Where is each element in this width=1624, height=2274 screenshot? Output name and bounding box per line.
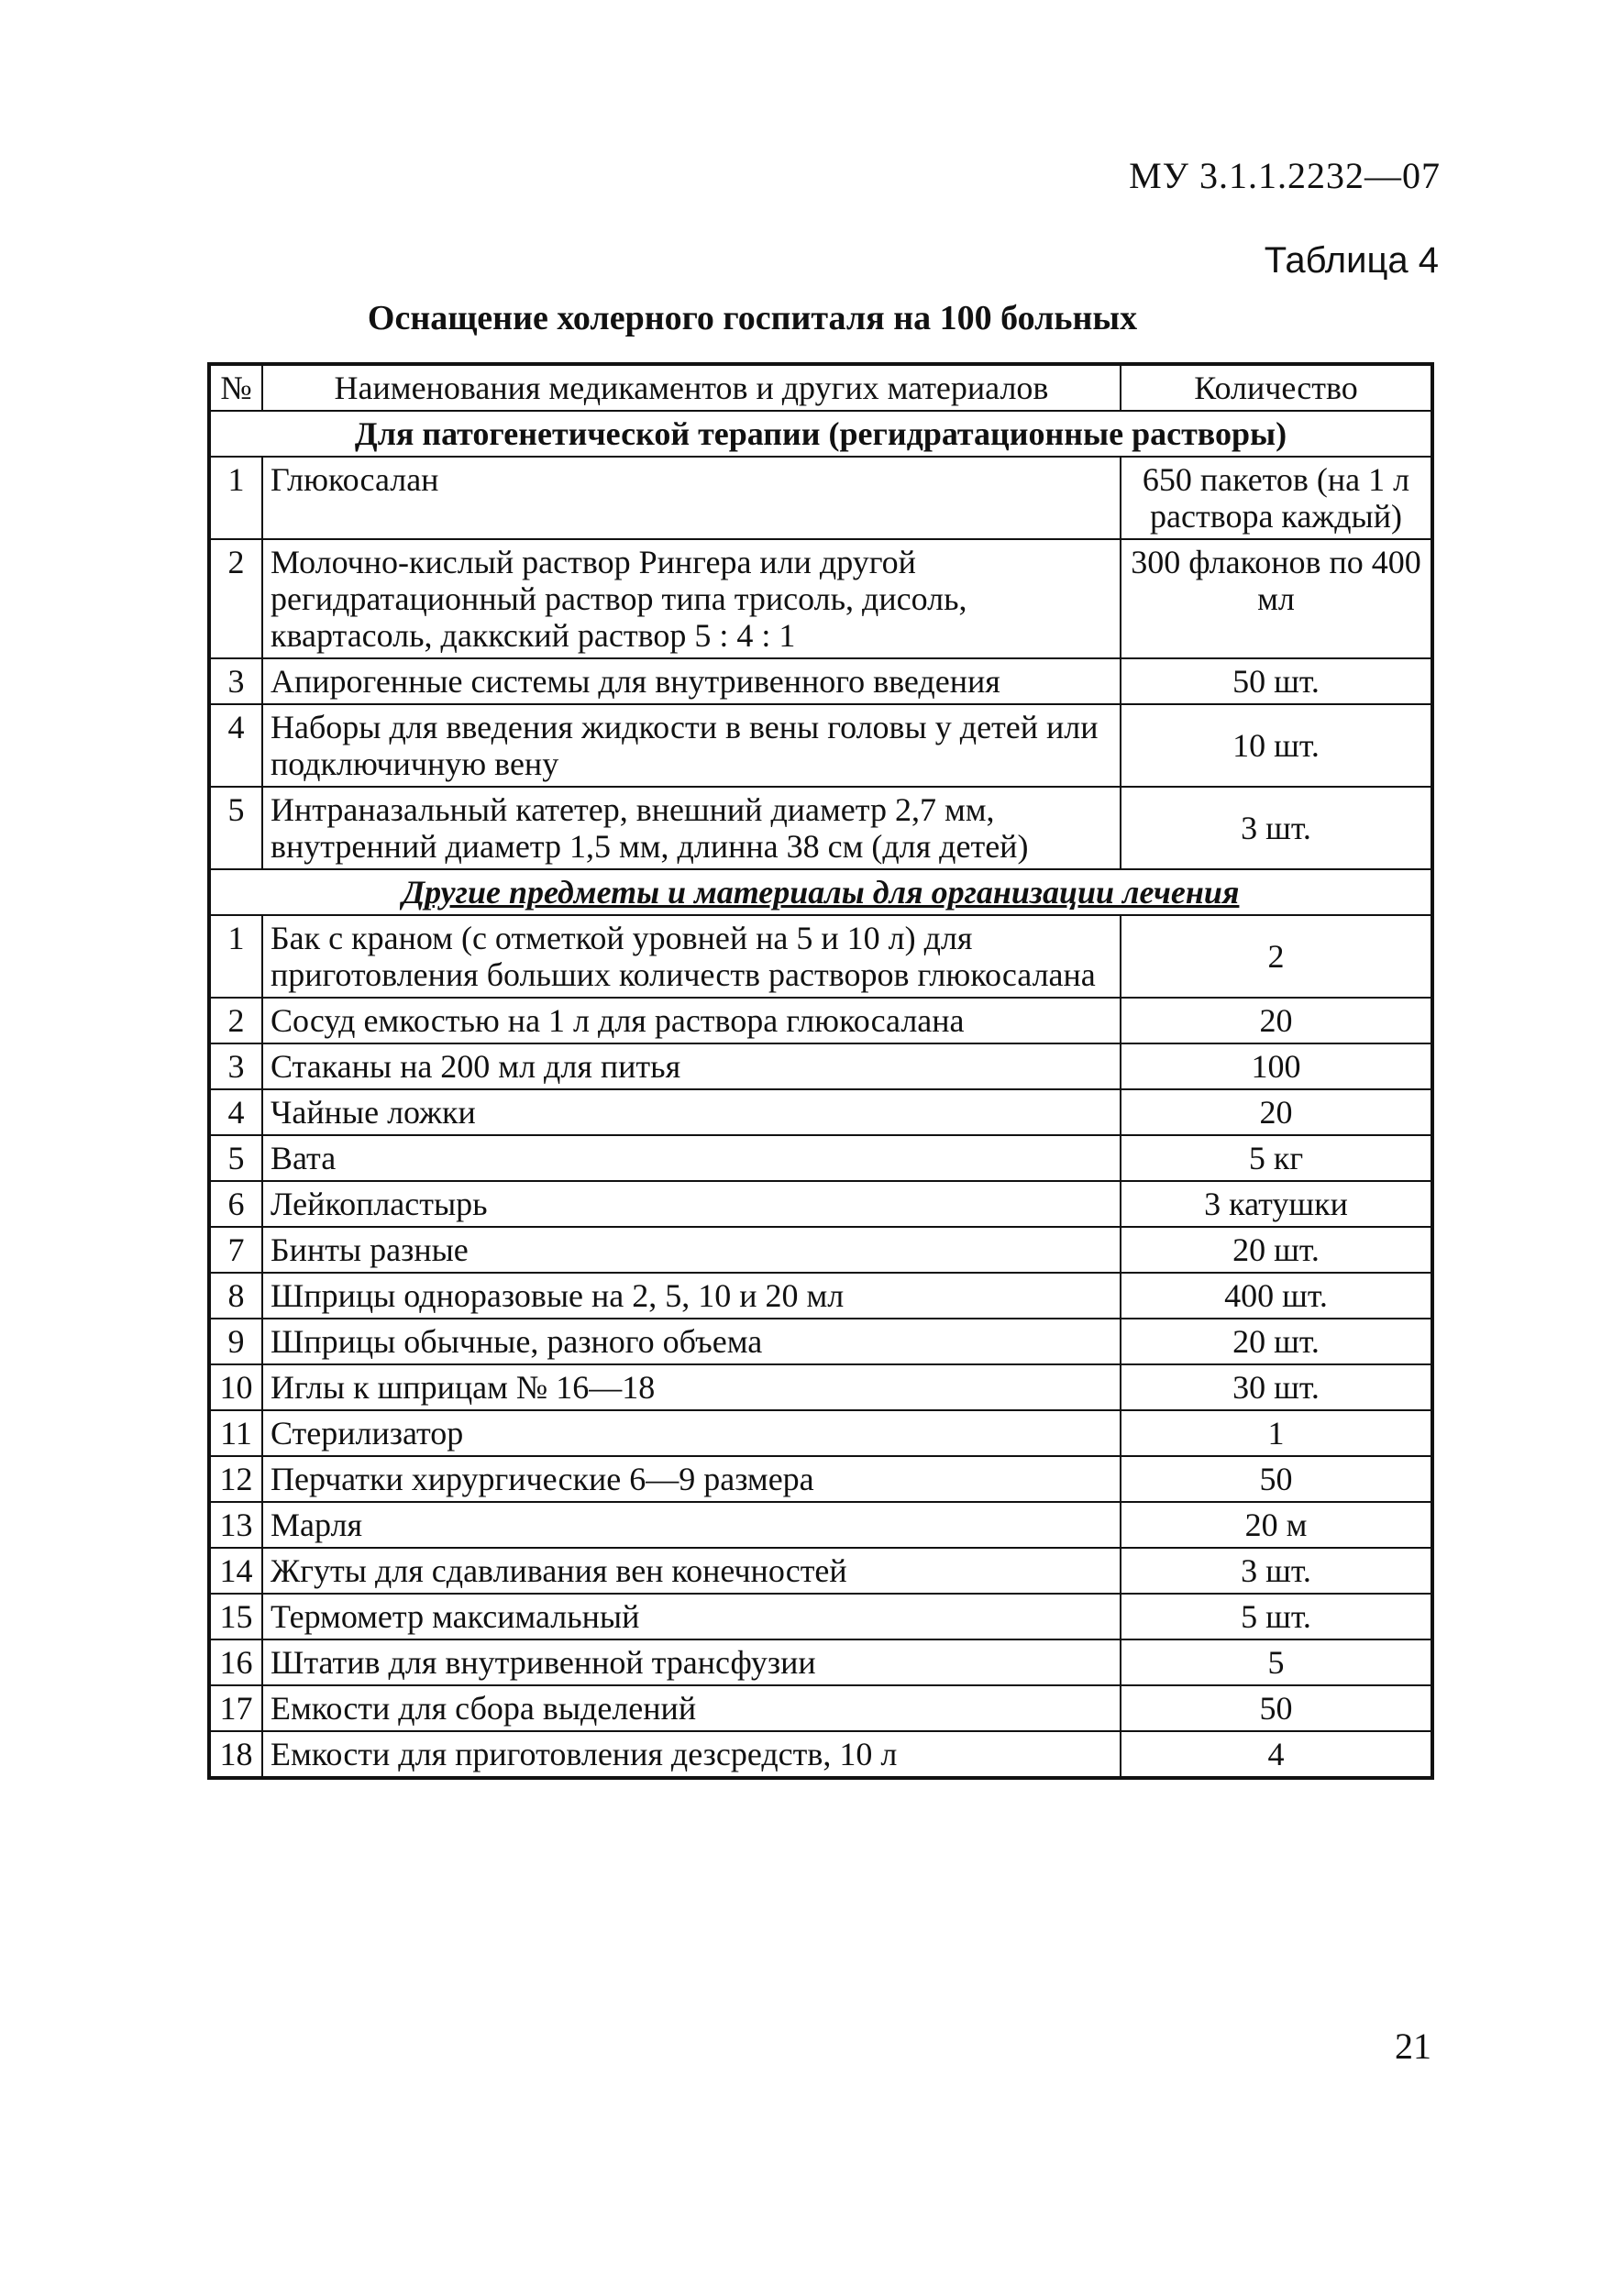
row-number: 3: [209, 658, 262, 704]
row-name: Иглы к шприцам № 16—18: [262, 1364, 1121, 1410]
equipment-table: [207, 362, 1434, 1780]
row-number: 15: [209, 1594, 262, 1639]
row-number: 18: [209, 1731, 262, 1778]
table-row: [209, 1227, 1432, 1273]
row-quantity: 400 шт.: [1121, 1273, 1432, 1319]
table-row: [209, 1181, 1432, 1227]
table-row: [209, 457, 1432, 539]
table-row: [209, 787, 1432, 869]
row-number: 11: [209, 1410, 262, 1456]
row-quantity: 50: [1121, 1685, 1432, 1731]
row-number: 2: [209, 998, 262, 1043]
row-quantity: 5 кг: [1121, 1135, 1432, 1181]
row-quantity: 3 шт.: [1121, 787, 1432, 869]
row-quantity: 20 шт.: [1121, 1319, 1432, 1364]
table-row: [209, 1731, 1432, 1778]
row-name: Сосуд емкостью на 1 л для раствора глюкосалана: [262, 998, 1121, 1043]
row-quantity: 20 м: [1121, 1502, 1432, 1548]
table-row: [209, 658, 1432, 704]
row-quantity: 30 шт.: [1121, 1364, 1432, 1410]
table-row: [209, 1456, 1432, 1502]
row-name: Жгуты для сдавливания вен конечностей: [262, 1548, 1121, 1594]
row-number: 12: [209, 1456, 262, 1502]
table-row: [209, 1410, 1432, 1456]
row-number: 4: [209, 704, 262, 787]
row-name: Термометр максимальный: [262, 1594, 1121, 1639]
row-name: Стаканы на 200 мл для питья: [262, 1043, 1121, 1089]
row-quantity: 10 шт.: [1121, 704, 1432, 787]
row-name: Шприцы одноразовые на 2, 5, 10 и 20 мл: [262, 1273, 1121, 1319]
table-row: [209, 1364, 1432, 1410]
header-row: [209, 364, 1432, 411]
table-row: [209, 704, 1432, 787]
row-number: 8: [209, 1273, 262, 1319]
row-number: 5: [209, 787, 262, 869]
row-quantity: 300 флаконов по 400 мл: [1121, 539, 1432, 658]
row-number: 16: [209, 1639, 262, 1685]
section-header: [209, 411, 1432, 457]
row-quantity: 5 шт.: [1121, 1594, 1432, 1639]
section-title: Для патогенетической терапии (регидратационные растворы): [209, 411, 1432, 457]
row-quantity: 50 шт.: [1121, 658, 1432, 704]
row-quantity: 2: [1121, 915, 1432, 998]
row-quantity: 20 шт.: [1121, 1227, 1432, 1273]
row-name: Емкости для сбора выделений: [262, 1685, 1121, 1731]
row-name: Емкости для приготовления дезсредств, 10 л: [262, 1731, 1121, 1778]
row-name: Бинты разные: [262, 1227, 1121, 1273]
column-header-quantity: Количество: [1121, 364, 1432, 411]
row-name: Шприцы обычные, разного объема: [262, 1319, 1121, 1364]
row-quantity: 20: [1121, 1089, 1432, 1135]
row-number: 1: [209, 915, 262, 998]
column-header-number: №: [209, 364, 262, 411]
row-name: Вата: [262, 1135, 1121, 1181]
row-name: Бак с краном (с отметкой уровней на 5 и 10 л) для приготовления больших количеств растворов глюкосалана: [262, 915, 1121, 998]
table-title: [0, 298, 1624, 338]
row-name: Марля: [262, 1502, 1121, 1548]
row-number: 7: [209, 1227, 262, 1273]
row-quantity: 20: [1121, 998, 1432, 1043]
section-title: Другие предметы и материалы для организации лечения: [209, 869, 1432, 915]
row-name: Наборы для введения жидкости в вены головы у детей или подключичную вену: [262, 704, 1121, 787]
table-row: [209, 539, 1432, 658]
row-quantity: 1: [1121, 1410, 1432, 1456]
row-number: 5: [209, 1135, 262, 1181]
table-row: [209, 998, 1432, 1043]
row-name: Лейкопластырь: [262, 1181, 1121, 1227]
row-number: 17: [209, 1685, 262, 1731]
row-quantity: 100: [1121, 1043, 1432, 1089]
row-name: Апирогенные системы для внутривенного введения: [262, 658, 1121, 704]
section-header: [209, 869, 1432, 915]
row-number: 6: [209, 1181, 262, 1227]
row-number: 3: [209, 1043, 262, 1089]
row-number: 9: [209, 1319, 262, 1364]
table-title-text: Оснащение холерного госпиталя на 100 больных: [367, 299, 1138, 337]
row-name: Штатив для внутривенной трансфузии: [262, 1639, 1121, 1685]
table-row: [209, 1089, 1432, 1135]
row-number: 10: [209, 1364, 262, 1410]
page-number: 21: [1395, 2026, 1431, 2067]
row-number: 14: [209, 1548, 262, 1594]
table-row: [209, 1594, 1432, 1639]
table-row: [209, 1273, 1432, 1319]
row-quantity: 3 катушки: [1121, 1181, 1432, 1227]
row-quantity: 4: [1121, 1731, 1432, 1778]
row-name: Перчатки хирургические 6—9 размера: [262, 1456, 1121, 1502]
row-number: 1: [209, 457, 262, 539]
row-quantity: 5: [1121, 1639, 1432, 1685]
table-row: [209, 1685, 1432, 1731]
table-row: [209, 1548, 1432, 1594]
row-number: 13: [209, 1502, 262, 1548]
row-number: 4: [209, 1089, 262, 1135]
row-name: Чайные ложки: [262, 1089, 1121, 1135]
table-row: [209, 1639, 1432, 1685]
table-row: [209, 1502, 1432, 1548]
row-quantity: 650 пакетов (на 1 л раствора каждый): [1121, 457, 1432, 539]
row-name: Интраназальный катетер, внешний диаметр 2,7 мм, внутренний диаметр 1,5 мм, длинна 38 см (для детей): [262, 787, 1121, 869]
table-number: Таблица 4: [1264, 240, 1439, 281]
row-number: 2: [209, 539, 262, 658]
column-header-name: Наименования медикаментов и других материалов: [262, 364, 1121, 411]
row-name: Глюкосалан: [262, 457, 1121, 539]
table-row: [209, 1043, 1432, 1089]
row-quantity: 50: [1121, 1456, 1432, 1502]
table-row: [209, 915, 1432, 998]
row-name: Стерилизатор: [262, 1410, 1121, 1456]
table-row: [209, 1319, 1432, 1364]
table-row: [209, 1135, 1432, 1181]
row-quantity: 3 шт.: [1121, 1548, 1432, 1594]
document-code: МУ 3.1.1.2232—07: [1129, 155, 1441, 196]
row-name: Молочно-кислый раствор Рингера или другой регидратационный раствор типа трисоль, дисоль, квартасоль, даккский раствор 5 : 4 : 1: [262, 539, 1121, 658]
